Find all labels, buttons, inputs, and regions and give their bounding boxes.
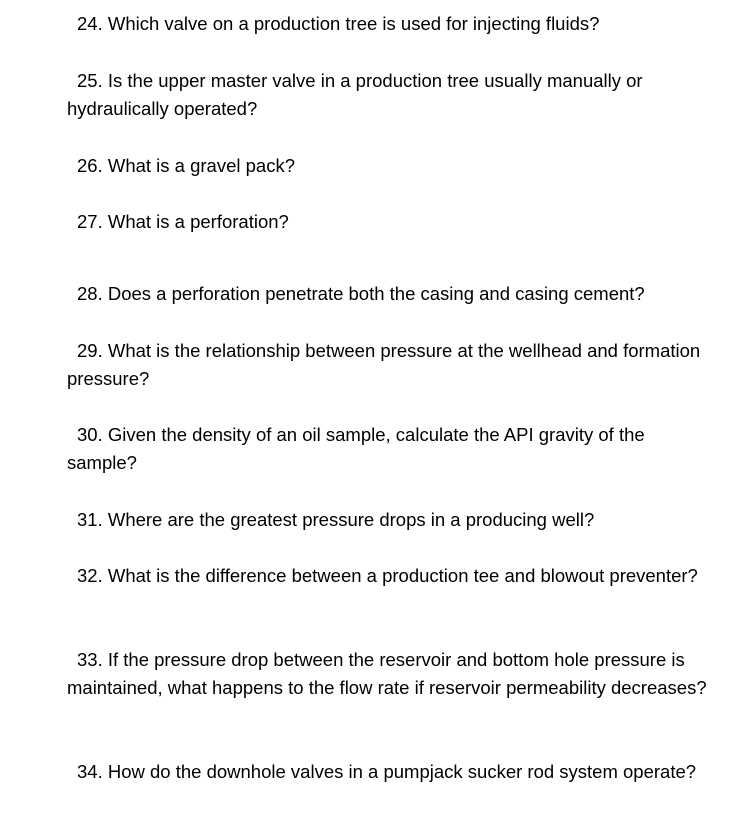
question-text: Is the upper master valve in a production tree usually manually or hydraulically operated? bbox=[67, 70, 643, 119]
question-number: 30. bbox=[77, 424, 103, 445]
question-text: Given the density of an oil sample, calculate the API gravity of the sample? bbox=[67, 424, 645, 473]
question-number: 33. bbox=[77, 649, 103, 670]
question-30 bbox=[67, 421, 707, 477]
question-number: 31. bbox=[77, 509, 103, 530]
question-text: What is a gravel pack? bbox=[107, 155, 296, 176]
question-29 bbox=[67, 337, 707, 393]
question-text: Which valve on a production tree is used for injecting fluids? bbox=[107, 13, 600, 34]
question-text: Does a perforation penetrate both the casing and casing cement? bbox=[107, 283, 645, 304]
question-number: 34. bbox=[77, 761, 103, 782]
question-number: 24. bbox=[77, 13, 103, 34]
question-32 bbox=[67, 562, 707, 590]
question-text: Where are the greatest pressure drops in a producing well? bbox=[107, 509, 595, 530]
question-number: 25. bbox=[77, 70, 103, 91]
question-28 bbox=[67, 280, 707, 308]
question-26 bbox=[67, 152, 707, 180]
question-text: If the pressure drop between the reservoir and bottom hole pressure is maintained, what happens to the flow rate if reservoir permeability decreases? bbox=[67, 649, 707, 698]
question-24 bbox=[67, 10, 707, 38]
question-number: 29. bbox=[77, 340, 103, 361]
question-31 bbox=[67, 506, 707, 534]
question-text: How do the downhole valves in a pumpjack sucker rod system operate? bbox=[107, 761, 697, 782]
question-number: 32. bbox=[77, 565, 103, 586]
question-34 bbox=[67, 758, 707, 786]
question-25 bbox=[67, 67, 707, 123]
question-text: What is a perforation? bbox=[107, 211, 289, 232]
question-33 bbox=[67, 646, 707, 702]
question-27 bbox=[67, 208, 707, 236]
question-number: 26. bbox=[77, 155, 103, 176]
question-text: What is the difference between a production tee and blowout preventer? bbox=[107, 565, 698, 586]
question-number: 27. bbox=[77, 211, 103, 232]
question-text: What is the relationship between pressure at the wellhead and formation pressure? bbox=[67, 340, 701, 389]
question-number: 28. bbox=[77, 283, 103, 304]
